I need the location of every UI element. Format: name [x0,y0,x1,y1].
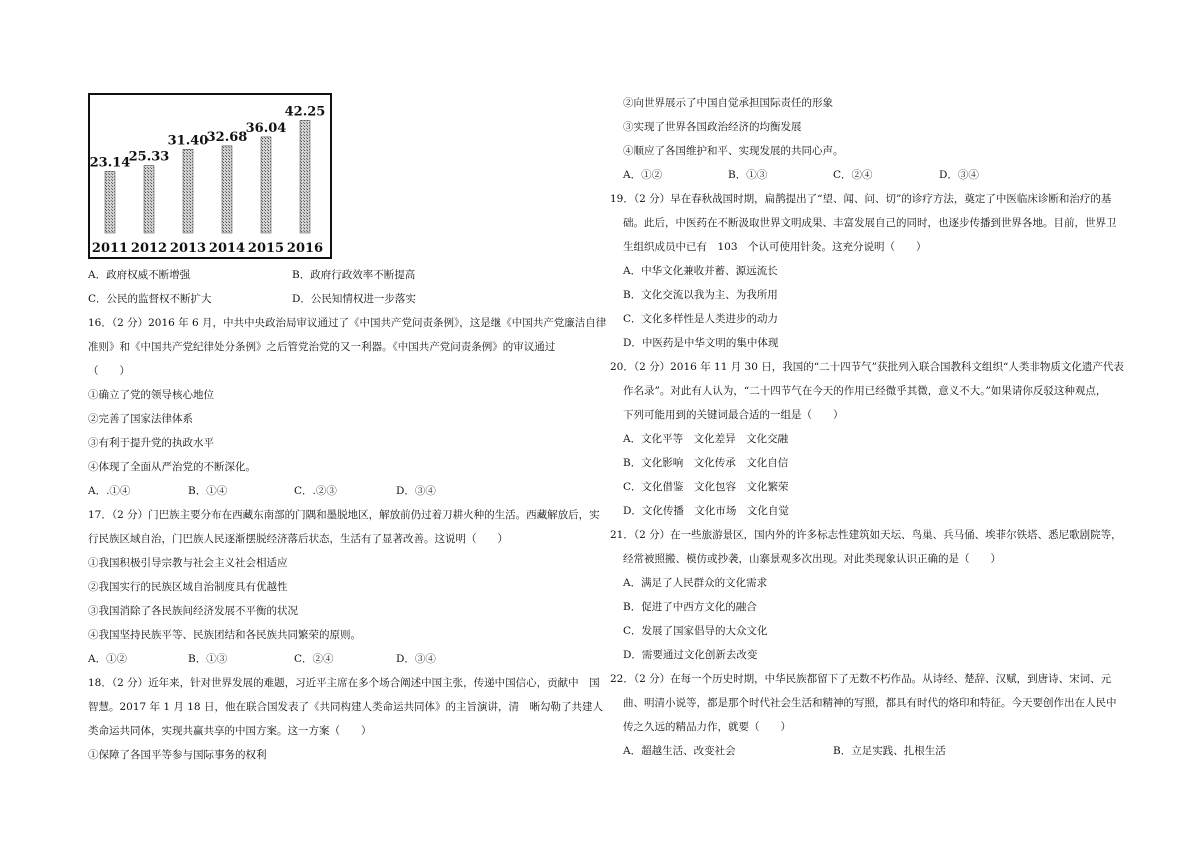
q17-option-c: C．②④ [294,653,334,665]
bar-2015 [261,137,271,233]
q17-item-4: ④我国坚持民族平等、民族团结和各民族共同繁荣的原则。 [88,629,361,641]
bar-2013 [183,149,193,233]
q16-option-c: C．.②③ [294,485,337,497]
q19-option-b: B．文化交流以我为主、为我所用 [623,289,778,301]
x-tick-2012: 2012 [130,241,168,256]
q15-option-c: C．公民的监督权不断扩大 [88,293,212,305]
q16-option-d: D．③④ [396,485,436,497]
bar-2016 [300,120,310,233]
q17-item-3: ③我国消除了各民族间经济发展不平衡的状况 [88,605,298,617]
q20-stem-line3: 下列可能用到的关键词最合适的一组是（ ） [623,409,844,421]
q17-option-a: A．①② [88,653,128,665]
value-label-2013: 31.40 [167,133,209,149]
q19-stem-line3: 生组织成员中已有 103 个认可使用针灸。这充分说明（ ） [623,241,927,253]
q22-option-b: B．立足实践、扎根生活 [833,745,946,757]
q21-stem-line1: 21．（2 分）在一些旅游景区，国内外的许多标志性建筑如天坛、鸟巢、兵马俑、埃菲尔铁塔、悉尼歌剧院等， [610,529,1122,541]
q16-option-b: B．①④ [188,485,228,497]
bar-2011 [105,171,115,233]
q16-item-2: ②完善了国家法律体系 [88,413,193,425]
q20-option-b: B．文化影响 文化传承 文化自信 [623,457,789,469]
x-tick-2015: 2015 [247,241,285,256]
q16-stem-line3: （ ） [88,365,130,377]
q16-item-4: ④体现了全面从严治党的不断深化。 [88,461,256,473]
q16-option-a: A．.①④ [88,485,131,497]
value-label-2016: 42.25 [284,104,326,120]
q19-stem-line1: 19．（2 分）早在春秋战国时期，扁鹊提出了“望、闻、问、切”的诊疗方法，奠定了中医临床诊断和治疗的基 [610,193,1112,205]
q22-stem-line2: 曲、明清小说等，都是那个时代社会生活和精神的写照，都具有时代的烙印和特征。今天要创作出在人民中 [623,697,1117,709]
bar-chart [88,93,332,259]
q17-option-d: D．③④ [396,653,436,665]
q19-option-a: A．中华文化兼收并蓄、源远流长 [623,265,778,277]
q21-option-c: C．发展了国家倡导的大众文化 [623,625,768,637]
q19-option-c: C．文化多样性是人类进步的动力 [623,313,779,325]
q21-option-d: D．需要通过文化创新去改变 [623,649,758,661]
q21-option-a: A．满足了人民群众的文化需求 [623,577,768,589]
q16-stem-line1: 16．（2 分）2016 年 6 月，中共中央政治局审议通过了《中国共产党问责条例》，这是继《中国共产党廉洁自律 [88,317,607,329]
q15-option-a: A．政府权威不断增强 [88,269,191,281]
value-label-2012: 25.33 [128,149,170,165]
value-label-2015: 36.04 [245,120,287,136]
q18-item-4: ④顺应了各国维护和平、实现发展的共同心声。 [623,145,844,157]
value-label-2011: 23.14 [89,155,131,171]
q21-stem-line2: 经常被照搬、模仿或抄袭，山寨景观多次出现。对此类现象认识正确的是（ ） [623,553,1001,565]
x-tick-2013: 2013 [169,241,207,256]
x-tick-2016: 2016 [286,241,324,256]
q16-stem-line2: 准则》和《中国共产党纪律处分条例》之后管党治党的又一利器。《中国共产党问责条例》的审议通过 [88,341,556,353]
q17-stem-line2: 行民族区域自治，门巴族人民逐渐摆脱经济落后状态，生活有了显著改善。这说明（ ） [88,533,508,545]
q22-stem-line3: 传之久远的精品力作，就要（ ） [623,721,791,733]
q20-option-d: D．文化传播 文化市场 文化自觉 [623,505,789,517]
q19-option-d: D．中医药是中华文明的集中体现 [623,337,779,349]
q18-stem-line2: 智慧。2017 年 1 月 18 日，他在联合国发表了《共同构建人类命运共同体》的主旨演讲，清 晰勾勒了共建人 [88,701,603,713]
q18-stem-line3: 类命运共同体，实现共赢共享的中国方案。这一方案（ ） [88,725,372,737]
q18-stem-line1: 18．（2 分）近年来，针对世界发展的难题，习近平主席在多个场合阐述中国主张，传递中国信心，贡献中 国 [88,677,600,689]
q16-item-3: ③有利于提升党的执政水平 [88,437,214,449]
q17-item-2: ②我国实行的民族区域自治制度具有优越性 [88,581,288,593]
bar-2014 [222,146,232,233]
q18-item-3: ③实现了世界各国政治经济的均衡发展 [623,121,802,133]
q17-stem-line1: 17．（2 分）门巴族主要分布在西藏东南部的门隅和墨脱地区，解放前仍过着刀耕火种的生活。西藏解放后，实 [88,509,600,521]
q19-stem-line2: 础。此后，中医药在不断汲取世界文明成果、丰富发展自己的同时，也逐步传播到世界各地。目前，世界卫 [623,217,1117,229]
q18-item-2: ②向世界展示了中国自觉承担国际责任的形象 [623,97,833,109]
q20-stem-line2: 作名录”。对此有人认为，“二十四节气在今天的作用已经微乎其微，意义不大。”如果请你反驳这种观点， [623,385,1107,397]
q15-option-d: D．公民知情权进一步落实 [292,293,416,305]
q18-option-d: D．③④ [939,169,979,181]
q16-item-1: ①确立了党的领导核心地位 [88,389,214,401]
x-tick-2011: 2011 [91,241,129,256]
q20-stem-line1: 20．（2 分）2016 年 11 月 30 日，我国的“二十四节气”获批列入联合国教科文组织“人类非物质文化遗产代表 [610,361,1124,373]
q20-option-a: A．文化平等 文化差异 文化交融 [623,433,789,445]
q20-option-c: C．文化借鉴 文化包容 文化繁荣 [623,481,789,493]
q18-option-b: B．①③ [728,169,768,181]
q18-option-c: C．②④ [833,169,873,181]
q15-option-b: B．政府行政效率不断提高 [292,269,416,281]
q22-stem-line1: 22．（2 分）在每一个历史时期，中华民族都留下了无数不朽作品。从诗经、楚辞、汉赋，到唐诗、宋词、元 [610,673,1112,685]
q21-option-b: B．促进了中西方文化的融合 [623,601,757,613]
bar-2012 [144,165,154,233]
q17-option-b: B．①③ [188,653,228,665]
value-label-2014: 32.68 [206,129,248,145]
q22-option-a: A．超越生活、改变社会 [623,745,736,757]
x-tick-2014: 2014 [208,241,246,256]
q18-option-a: A．①② [623,169,663,181]
q17-item-1: ①我国积极引导宗教与社会主义社会相适应 [88,557,288,569]
q18-item-1: ①保障了各国平等参与国际事务的权利 [88,749,267,761]
